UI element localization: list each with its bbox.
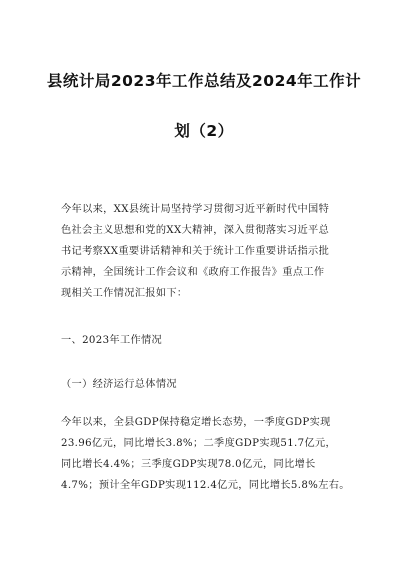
intro-line: 现相关工作情况汇报如下：	[61, 288, 188, 299]
subsection-heading: （一）经济运行总体情况	[61, 379, 177, 390]
economy-line: 4.7%；预计全年GDP实现112.4亿元，同比增长5.8%左右。	[61, 480, 350, 491]
intro-line: 示精神，全国统计工作会议和《政府工作报告》重点工作	[61, 267, 325, 278]
section-heading: 一、2023年工作情况	[61, 335, 163, 346]
intro-line: 色社会主义思想和党的XX大精神，深入贯彻落实习近平总	[61, 225, 330, 236]
intro-paragraph	[61, 199, 351, 304]
economy-line: 今年以来，全县GDP保持稳定增长态势，一季度GDP实现	[61, 417, 331, 428]
intro-line: 书记考察XX重要讲话精神和关于统计工作重要讲话指示批	[61, 246, 330, 257]
document-title-line-2: 划（2）	[174, 122, 234, 140]
economy-line: 23.96亿元，同比增长3.8%；二季度GDP实现51.7亿元，	[61, 438, 337, 449]
intro-line: 今年以来，XX县统计局坚持学习贯彻习近平新时代中国特	[61, 204, 330, 215]
economy-paragraph	[61, 412, 351, 496]
economy-line: 同比增长4.4%；三季度GDP实现78.0亿元，同比增长	[61, 459, 316, 470]
document-title-line-1: 县统计局2023年工作总结及2024年工作计	[46, 72, 362, 90]
